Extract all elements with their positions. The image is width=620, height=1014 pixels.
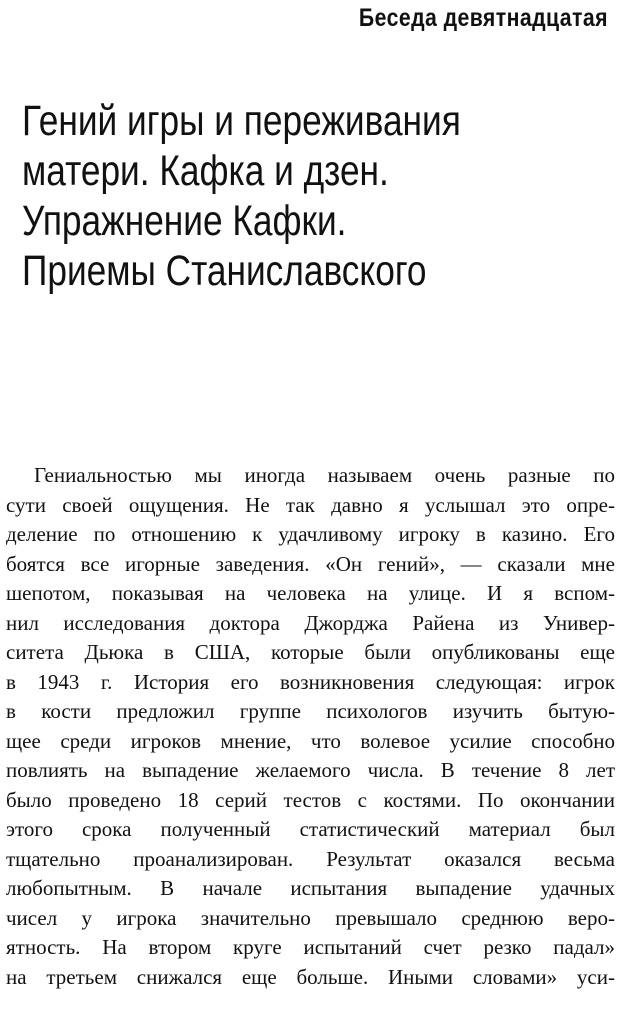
text-line: ситета Дьюка в США, которые были опубликованы еще: [6, 640, 615, 664]
running-header: Беседа девятнадцатая: [359, 4, 608, 32]
text-line: любопытным. В начале испытания выпадение удачных: [6, 876, 615, 900]
text-line: этого срока полученный статистический материал был: [6, 817, 615, 841]
text-line: тщательно проанализирован. Результат оказался весьма: [6, 846, 615, 871]
chapter-title: [22, 96, 461, 296]
text-line: шепотом, показывая на человека на улице. И я вспом-: [6, 581, 615, 605]
text-line: было проведено 18 серий тестов с костями. По окончании: [6, 787, 615, 812]
text-line: в 1943 г. История его возникновения следующая: игрок: [6, 669, 615, 694]
text-line: деление по отношению к удачливому игроку в казино. Его: [6, 522, 615, 546]
text-line: ятность. На втором круге испытаний счет резко падал»: [6, 935, 615, 959]
text-line: сути своей ощущения. Не так давно я услышал это опре-: [6, 492, 615, 517]
chapter-title-line: Упражнение Кафки.: [22, 197, 347, 245]
chapter-title-line: Приемы Станиславского: [22, 247, 427, 295]
chapter-title-line: Гений игры и переживания: [22, 97, 461, 145]
text-line: нил исследования доктора Джорджа Райена из Универ-: [6, 610, 615, 635]
text-line: на третьем снижался еще больше. Иными словами» уси-: [6, 964, 615, 989]
text-line: щее среди игроков мнение, что волевое усилие способно: [6, 728, 615, 753]
text-line: в кости предложил группе психологов изучить бытую-: [6, 699, 615, 723]
text-line: боятся все игорные заведения. «Он гений», — сказали мне: [6, 551, 615, 576]
text-line: повлиять на выпадение желаемого числа. В течение 8 лет: [6, 758, 615, 782]
text-line: чисел у игрока значительно превышало среднюю веро-: [6, 905, 615, 930]
chapter-title-line: матери. Кафка и дзен.: [22, 147, 389, 195]
body-paragraph: [6, 461, 615, 992]
text-line: Гениальностью мы иногда называем очень разные по: [34, 463, 615, 487]
